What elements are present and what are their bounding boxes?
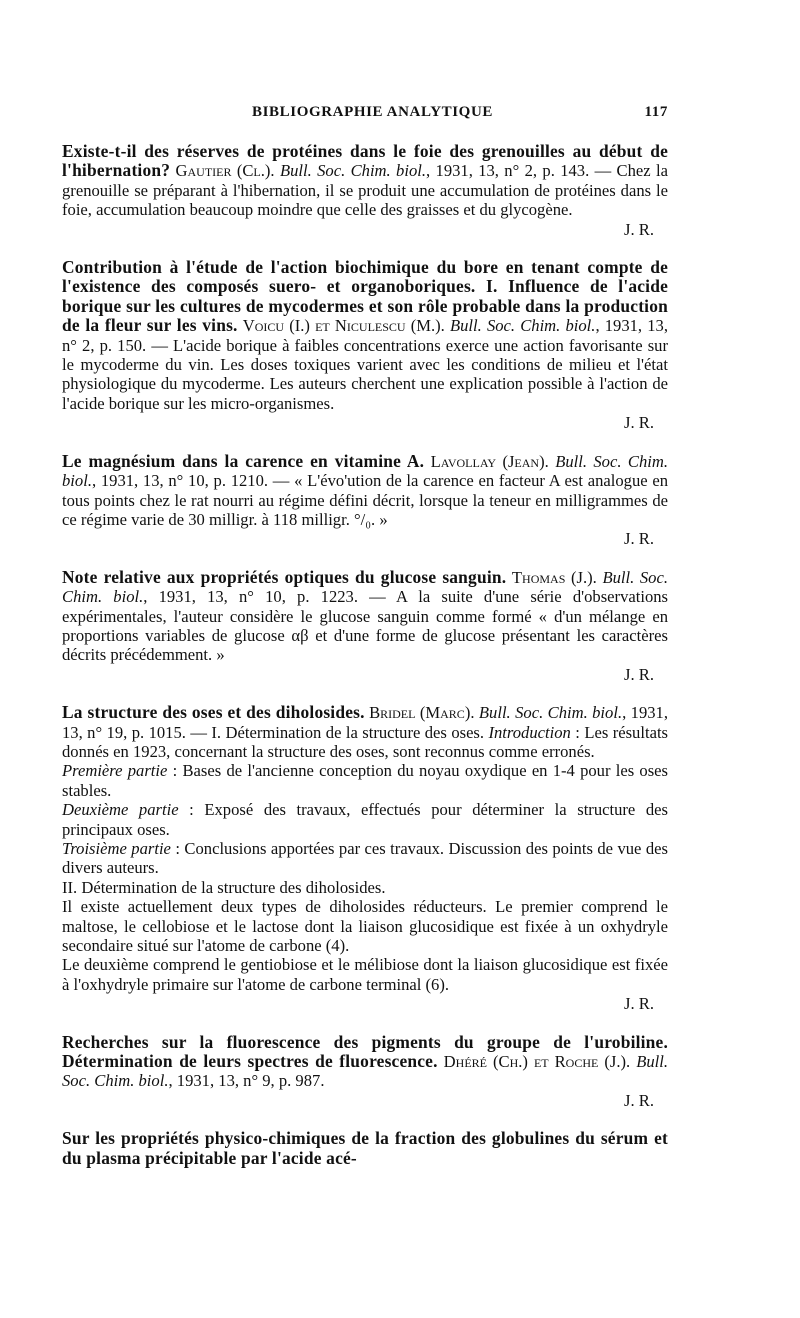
header-title: BIBLIOGRAPHIE ANALYTIQUE [252,104,493,120]
entry-paragraph: : Les résultats donnés en 1923, concernant la structure des oses, sont reconnus comme erronés. [62,722,669,761]
entry-reference: , 1931, 13, n° 19, p. 1015. [62,703,668,742]
entry-section-label: Troisième partie [62,839,171,858]
entry-paragraph: : Exposé des travaux, effectués pour déterminer la structure des principaux oses. [62,800,669,839]
entry-title: Existe-t-il des réserves de protéines dans le foie des grenouilles au début de l'hibernation? [62,141,668,181]
bibliography-entry [62,1033,668,1111]
entry-reference: , 1931, 13, n° 9, p. 987. [168,1071,325,1091]
entry-title: Sur les propriétés physico-chimiques de la fraction des globulines du sérum et du plasma précipitable par l'acide acé- [62,1128,668,1168]
bibliography-entry [62,568,668,684]
entry-title: Note relative aux propriétés optiques du glucose sanguin. [62,566,507,587]
entry-reference: , 1931, 13, n° 10, p. 1210. [91,471,269,491]
article-body [62,142,668,1187]
entry-authors: Gautier (Cl.). [175,161,275,181]
entry-journal: Bull. Soc. Chim. biol. [62,451,668,491]
entry-section-label: Première partie [62,761,168,781]
entry-paragraph: II. Détermination de la structure des diholosides. [62,877,386,897]
entry-title: Recherches sur la fluorescence des pigments du groupe de l'urobiline. Détermination de leurs spectres de fluorescence. [62,1031,668,1072]
entry-section-heading: — I. Détermination de la structure des oses. [185,722,489,742]
entry-authors: Thomas (J.). [511,567,597,587]
page-number: 117 [644,104,668,120]
entry-signature: J. R. [624,413,654,433]
entry-signature: J. R. [624,219,654,239]
entry-signature: J. R. [624,664,654,684]
entry-journal: Bull. Soc. Chim. biol. [62,567,668,607]
entry-abstract: — A la suite d'une série d'observations expérimentales, l'auteur considère le glucose sanguin comme formé « d'un mélange en proportions variables de glucose αβ et d'une forme de glucose présentant les caractères décrits précédemment. » [62,587,668,665]
entry-reference: , 1931, 13, n° 2, p. 143. [426,161,590,181]
entry-abstract: — L'acide borique à faibles concentrations exerce une action favorisante sur le mycoderme du vin. Les doses toxiques varient avec les conditions de milieu et l'état physiologique du mycoderme. Les auteurs cherchent une explication possible à l'action de l'acide borique sur les micro-organismes. [62,335,668,413]
bibliography-entry [62,142,668,239]
entry-authors: Dhéré (Ch.) et Roche (J.). [443,1052,631,1072]
entry-reference: , 1931, 13, n° 10, p. 1223. [143,587,358,607]
entry-signature: J. R. [624,529,654,549]
entry-section-label: Deuxième partie [62,800,179,820]
running-header [62,104,668,126]
entry-title: Contribution à l'étude de l'action biochimique du bore en tenant compte de l'existence des composés suero- et organoboriques. I. Influence de l'acide borique sur les cultures de mycodermes et son rôle probable dans la production de la fleur sur les vins. [62,257,668,336]
bibliography-entry [62,1129,668,1168]
entry-authors: Lavollay (Jean). [430,451,549,471]
entry-signature: J. R. [624,994,654,1014]
entry-abstract: — Chez la grenouille se préparant à l'hibernation, il se produit une accumulation de protéines dans le foie, accumulation beaucoup moindre que celle des graisses et du glycogène. [62,161,668,220]
bibliography-entry [62,703,668,1014]
entry-paragraph: Il existe actuellement deux types de diholosides réducteurs. Le premier comprend le maltose, le cellobiose et le lactose dont la liaison glucosidique est fixée à un oxhydryle secondaire situé sur l'atome de carbone (4). [62,897,668,956]
entry-paragraph: Le deuxième comprend le gentiobiose et le mélibiose dont la liaison glucosidique est fixée à l'oxhydryle primaire sur l'atome de carbone terminal (6). [62,955,668,994]
entry-journal: Bull. Soc. Chim. biol. [449,316,596,336]
entry-section-label: Introduction [488,722,571,742]
entry-journal: Bull. Soc. Chim. biol. [478,703,623,723]
entry-paragraph: : Bases de l'ancienne conception du noyau oxydique en 1-4 pour les oses stables. [62,761,668,800]
entry-journal: Bull. Soc. Chim. biol. [62,1052,668,1091]
entry-paragraph: : Conclusions apportées par ces travaux. Discussion des points de vue des divers auteurs. [62,839,668,878]
entry-title: La structure des oses et des diholosides. [62,702,365,723]
entry-abstract: — « L'évo'ution de la carence en facteur A est analogue en tous points chez le rat nourri au régime défini décrit, lorsque la teneur en milligrammes de ce régime varie de 30 milligr. à 118 milligr. °/₀. » [62,471,668,529]
entry-signature: J. R. [624,1090,654,1110]
entry-journal: Bull. Soc. Chim. biol. [279,161,427,181]
entry-authors: Bridel (Marc). [369,703,475,723]
entry-title: Le magnésium dans la carence en vitamine A. [62,450,425,471]
entry-authors: Voicu (I.) et Niculescu (M.). [242,316,445,336]
bibliography-entry [62,258,668,433]
bibliography-entry [62,452,668,549]
entry-reference: , 1931, 13, n° 2, p. 150. [62,316,668,355]
